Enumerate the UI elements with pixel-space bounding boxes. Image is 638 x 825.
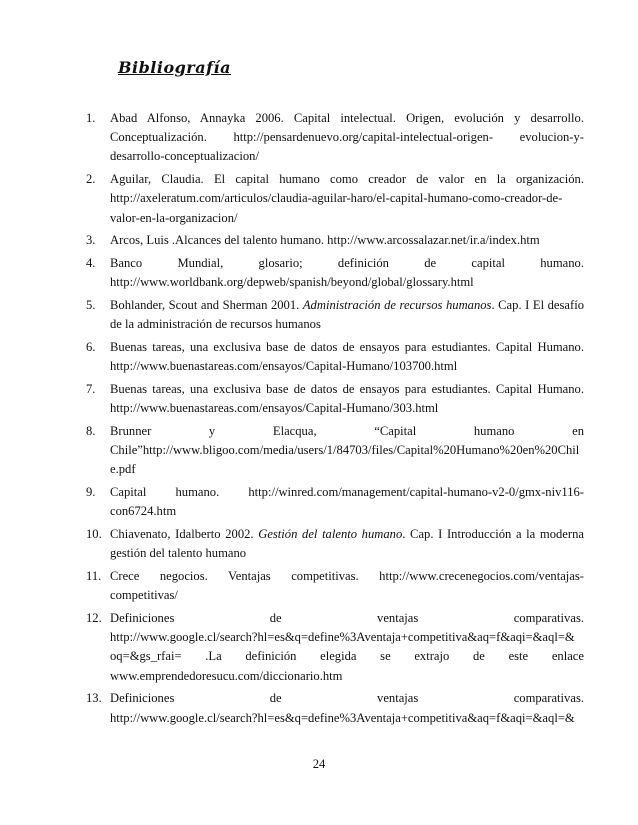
entry-line: Brunner y Elacqua, “Capital humano en: [110, 423, 584, 438]
entry-line: http://axeleratum.com/articulos/claudia-aguilar-haro/el-capital-humano-como-creador-de-: [110, 191, 563, 206]
bib-entry: [86, 525, 584, 563]
page-number: 24: [312, 757, 326, 771]
entry-line: valor-en-la-organizacion/: [110, 210, 238, 225]
entry-line: e.pdf: [110, 462, 136, 477]
entry-line: Definiciones de ventajas comparativas.: [110, 691, 584, 706]
entry-number: 2.: [86, 172, 96, 187]
entry-author-text: Bohlander, Scout and Sherman 2001.: [110, 298, 300, 313]
entry-number: 6.: [86, 340, 96, 355]
bibliography-title: Bibliografía: [118, 58, 231, 77]
bib-entry: [86, 338, 584, 376]
entry-author-text: Chiavenato, Idalberto 2002.: [110, 527, 254, 542]
entry-line: Capital humano. http://winred.com/management/capital-humano-v2-0/gmx-niv116-: [110, 485, 584, 500]
entry-line: Abad Alfonso, Annayka 2006. Capital intelectual. Origen, evolución y desarrollo.: [110, 111, 584, 125]
entry-line: http://www.worldbank.org/depweb/spanish/beyond/global/glossary.html: [110, 275, 474, 290]
entry-line: con6724.htm: [110, 504, 177, 519]
entry-line: [110, 296, 584, 315]
bib-entry: [86, 422, 584, 480]
entry-number: 7.: [86, 382, 96, 396]
entry-number: 5.: [86, 298, 96, 313]
entry-number: 10.: [86, 527, 102, 542]
entry-line: Crece negocios. Ventajas competitivas. http://www.crecenegocios.com/ventajas-: [110, 569, 584, 584]
entry-line: de la administración de recursos humanos: [110, 317, 321, 332]
bibliography-list: [86, 109, 584, 728]
bib-entry: [86, 231, 584, 250]
entry-line: http://www.google.cl/search?hl=es&q=define%3Aventaja+competitiva&aq=f&aqi=&aql=&: [110, 630, 575, 645]
entry-number: 11.: [86, 569, 102, 584]
entry-number: 8.: [86, 423, 96, 438]
bib-entry: [86, 689, 584, 727]
bib-entry: [86, 609, 584, 686]
entry-number: 1.: [86, 111, 96, 125]
entry-line: gestión del talento humano: [110, 546, 247, 561]
entry-line: Chile”http://www.bligoo.com/media/users/1/84703/files/Capital%20Humano%20en%20Chil: [110, 443, 580, 458]
entry-number: 13.: [86, 691, 102, 706]
entry-line: oq=&gs_rfai= .La definición elegida se extrajo de este enlace: [110, 649, 584, 664]
bib-entry: [86, 380, 584, 418]
entry-line: http://www.buenastareas.com/ensayos/Capital-Humano/103700.html: [110, 359, 458, 374]
entry-line: [110, 525, 584, 544]
bib-entry: [86, 296, 584, 334]
bib-entry: [86, 483, 584, 521]
entry-chapter-text: . Cap. I Introducción a la moderna: [402, 527, 584, 542]
book-title: Gestión del talento humano: [258, 527, 403, 542]
entry-number: 3.: [86, 233, 96, 248]
entry-line: desarrollo-conceptualizacion/: [110, 149, 259, 164]
entry-line: http://www.buenastareas.com/ensayos/Capital-Humano/303.html: [110, 401, 439, 416]
entry-chapter-text: . Cap. I El desafío: [491, 298, 584, 313]
book-title: Administración de recursos humanos: [302, 298, 492, 313]
bib-entry: [86, 109, 584, 167]
entry-number: 9.: [86, 485, 96, 500]
entry-line: competitivas/: [110, 588, 178, 603]
entry-line: Buenas tareas, una exclusiva base de datos de ensayos para estudiantes. Capital Humano.: [110, 340, 584, 355]
entry-line: http://www.google.cl/search?hl=es&q=define%3Aventaja+competitiva&aq=f&aqi=&aql=&: [110, 710, 575, 725]
entry-line: Conceptualización. http://pensardenuevo.org/capital-intelectual-origen- evolucion-y-: [110, 130, 584, 145]
entry-line: Buenas tareas, una exclusiva base de datos de ensayos para estudiantes. Capital Humano.: [110, 382, 584, 396]
entry-number: 4.: [86, 256, 96, 271]
bib-entry: [86, 170, 584, 228]
entry-line: Banco Mundial, glosario; definición de capital humano.: [110, 256, 584, 271]
entry-line: Definiciones de ventajas comparativas.: [110, 611, 584, 626]
bib-entry: [86, 254, 584, 292]
entry-line: Aguilar, Claudia. El capital humano como creador de valor en la organización.: [110, 172, 584, 187]
entry-line: www.emprendedoresucu.com/diccionario.htm: [110, 668, 343, 683]
entry-line: Arcos, Luis .Alcances del talento humano. http://www.arcossalazar.net/ir.a/index.htm: [110, 233, 540, 248]
entry-number: 12.: [86, 611, 102, 626]
bib-entry: [86, 567, 584, 605]
